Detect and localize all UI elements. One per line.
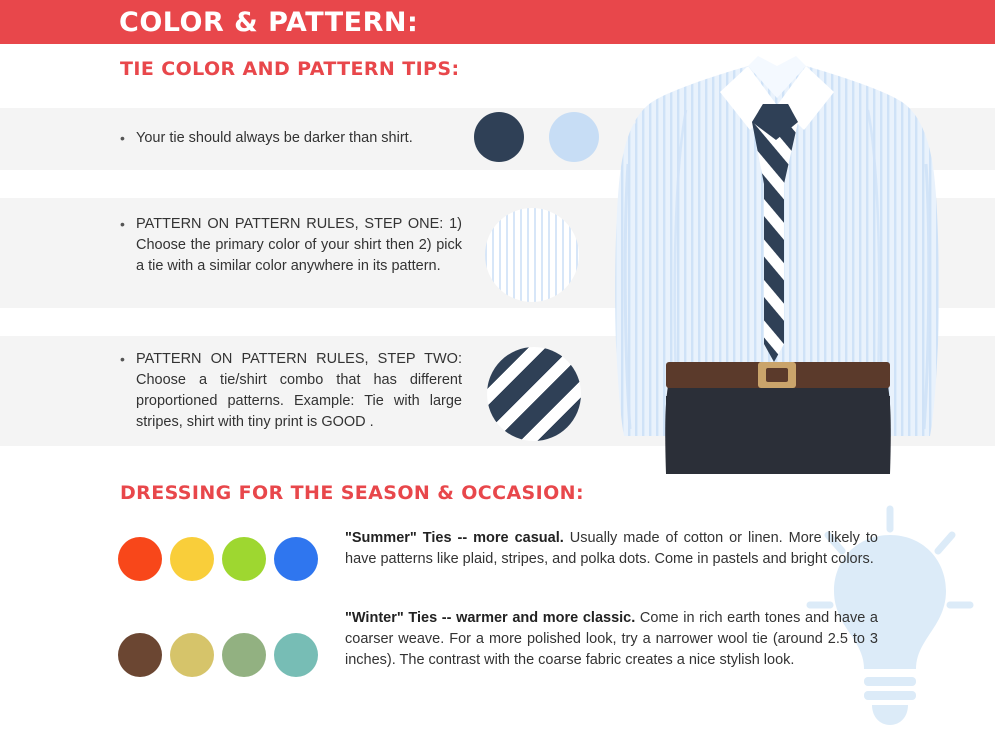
swatch-wide-stripe-pattern <box>487 347 581 441</box>
winter-lead-text: "Winter" Ties -- warmer and more classic. <box>345 610 636 626</box>
paragraph-winter <box>345 608 878 671</box>
section-heading-season: DRESSING FOR THE SEASON & OCCASION: <box>120 482 584 504</box>
summer-color-swatch-4 <box>274 537 318 581</box>
summer-color-swatch-1 <box>118 537 162 581</box>
tip-item-1 <box>120 128 476 149</box>
swatch-pinstripe-pattern <box>485 208 579 302</box>
summer-color-swatch-3 <box>222 537 266 581</box>
page-title: COLOR & PATTERN: <box>119 7 419 38</box>
palette-summer <box>118 537 326 581</box>
bullet-icon: • <box>120 216 125 232</box>
winter-color-swatch-4 <box>274 633 318 677</box>
section-heading-tips: TIE COLOR AND PATTERN TIPS: <box>120 58 460 80</box>
winter-color-swatch-3 <box>222 633 266 677</box>
bullet-icon: • <box>120 351 125 367</box>
palette-winter <box>118 633 326 677</box>
swatch-light-blue <box>549 112 599 162</box>
winter-body-text: Come in rich earth tones and have a coarser weave. For a more polished look, try a narrower wool tie (around 2.5 to 3 inches). The contrast with the coarse fabric creates a nice stylish look. <box>345 610 878 669</box>
tip-item-2 <box>120 214 462 277</box>
bullet-icon: • <box>120 130 125 146</box>
swatch-dark-navy <box>474 112 524 162</box>
shirt-and-tie-illustration <box>600 44 995 474</box>
winter-color-swatch-1 <box>118 633 162 677</box>
tip-text-3: PATTERN ON PATTERN RULES, STEP TWO: Choose a tie/shirt combo that has different proportioned patterns. Example: Tie with large stripes, shirt with tiny print is GOOD . <box>136 351 462 431</box>
paragraph-summer <box>345 528 878 570</box>
summer-color-swatch-2 <box>170 537 214 581</box>
tip-text-2: PATTERN ON PATTERN RULES, STEP ONE: 1) Choose the primary color of your shirt then 2) pick a tie with a similar color anywhere in its pattern. <box>136 216 462 275</box>
tip-item-3 <box>120 349 462 433</box>
summer-body-text: Usually made of cotton or linen. More likely to have patterns like plaid, stripes, and polka dots. Come in pastels and bright colors. <box>345 530 878 568</box>
winter-color-swatch-2 <box>170 633 214 677</box>
tip-text-1: Your tie should always be darker than shirt. <box>136 130 413 146</box>
summer-lead-text: "Summer" Ties -- more casual. <box>345 530 564 546</box>
